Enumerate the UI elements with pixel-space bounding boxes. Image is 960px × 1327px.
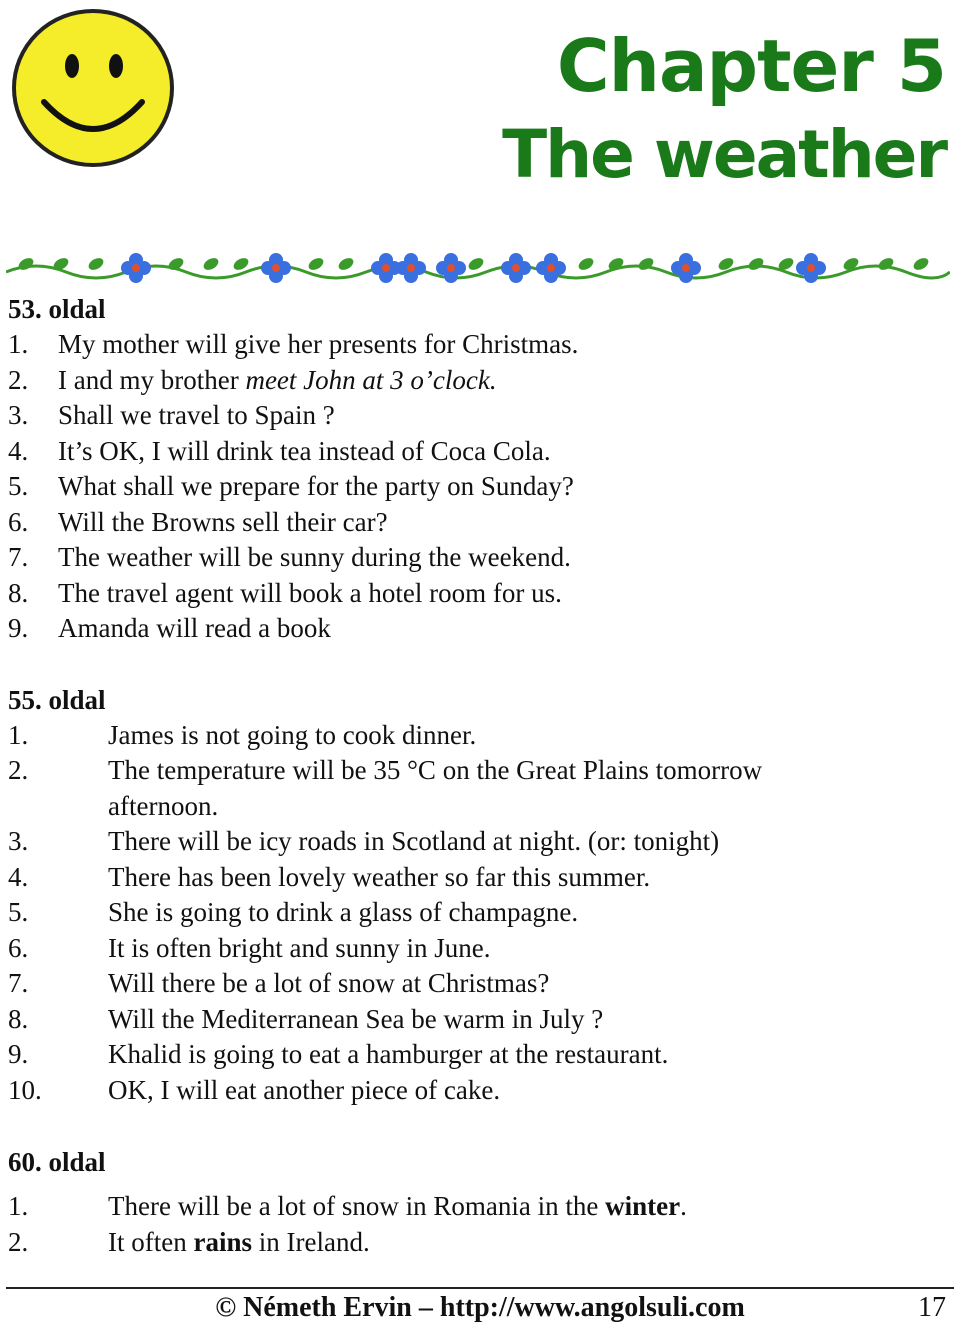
chapter-title — [426, 24, 946, 193]
list-item: 5. What shall we prepare for the party on Sunday? — [8, 471, 574, 501]
list-item: 10. OK, I will eat another piece of cake. — [8, 1074, 501, 1105]
flower-ornament — [261, 253, 291, 283]
list-item: 2. I and my brother meet John at 3 o’clock. — [8, 364, 497, 395]
list-item: 7. The weather will be sunny during the weekend. — [8, 542, 571, 572]
leaf-ornament — [87, 256, 106, 273]
leaf-ornament — [747, 256, 766, 273]
smiley-face-icon — [10, 6, 176, 170]
leaf-ornament — [337, 256, 356, 273]
section-heading: 53. oldal — [8, 294, 106, 324]
leaf-ornament — [877, 256, 896, 273]
list-item: 8. The travel agent will book a hotel room for us. — [8, 577, 562, 608]
list-item: 2. The temperature will be 35 °C on the Great Plains tomorrow — [8, 755, 763, 785]
list-item: 2. It often rains in Ireland. — [8, 1226, 370, 1257]
section-heading: 55. oldal — [8, 684, 106, 715]
list-item: 1. There will be a lot of snow in Romania in the winter. — [8, 1191, 687, 1221]
leaf-ornament — [467, 256, 486, 273]
leaf-ornament — [202, 256, 221, 273]
list-item: 7. Will there be a lot of snow at Christmas? — [8, 968, 550, 998]
leaf-ornament — [307, 256, 326, 273]
list-item: 4. There has been lovely weather so far this summer. — [8, 861, 651, 892]
section-53 — [8, 292, 948, 647]
page-number: 17 — [918, 1292, 946, 1323]
list-item: 6. Will the Browns sell their car? — [8, 506, 388, 537]
leaf-ornament — [17, 256, 36, 273]
flower-ornament — [121, 253, 151, 283]
section-60 — [8, 1145, 948, 1260]
list-item-continuation: afternoon. — [108, 790, 219, 821]
footer-divider — [6, 1287, 954, 1289]
list-item: 9. Amanda will read a book — [8, 613, 331, 643]
section-55 — [8, 683, 948, 1109]
list-item: 4. It’s OK, I will drink tea instead of Coca Cola. — [8, 435, 551, 466]
section-heading: 60. oldal — [8, 1147, 106, 1177]
flower-ornament — [396, 253, 426, 283]
footer-credit: © Németh Ervin – http://www.angolsuli.com — [215, 1292, 745, 1323]
answer-key-content — [8, 292, 948, 1260]
flower-garland-border — [6, 242, 950, 294]
list-item: 1. James is not going to cook dinner. — [8, 719, 477, 750]
list-item: 5. She is going to drink a glass of champagne. — [8, 897, 579, 927]
chapter-subtitle: The weather — [502, 116, 946, 193]
leaf-ornament — [637, 256, 656, 273]
list-item: 6. It is often bright and sunny in June. — [8, 932, 491, 963]
list-item: 3. There will be icy roads in Scotland at night. (or: tonight) — [8, 826, 720, 856]
leaf-ornament — [577, 256, 596, 273]
chapter-number: Chapter 5 — [556, 24, 946, 108]
leaf-ornament — [912, 256, 931, 273]
list-item: 3. Shall we travel to Spain ? — [8, 400, 335, 430]
flower-ornament — [536, 253, 566, 283]
flower-ornament — [501, 253, 531, 283]
list-item: 8. Will the Mediterranean Sea be warm in July ? — [8, 1003, 604, 1034]
list-item: 1. My mother will give her presents for Christmas. — [8, 329, 579, 359]
list-item: 9. Khalid is going to eat a hamburger at the restaurant. — [8, 1039, 669, 1069]
